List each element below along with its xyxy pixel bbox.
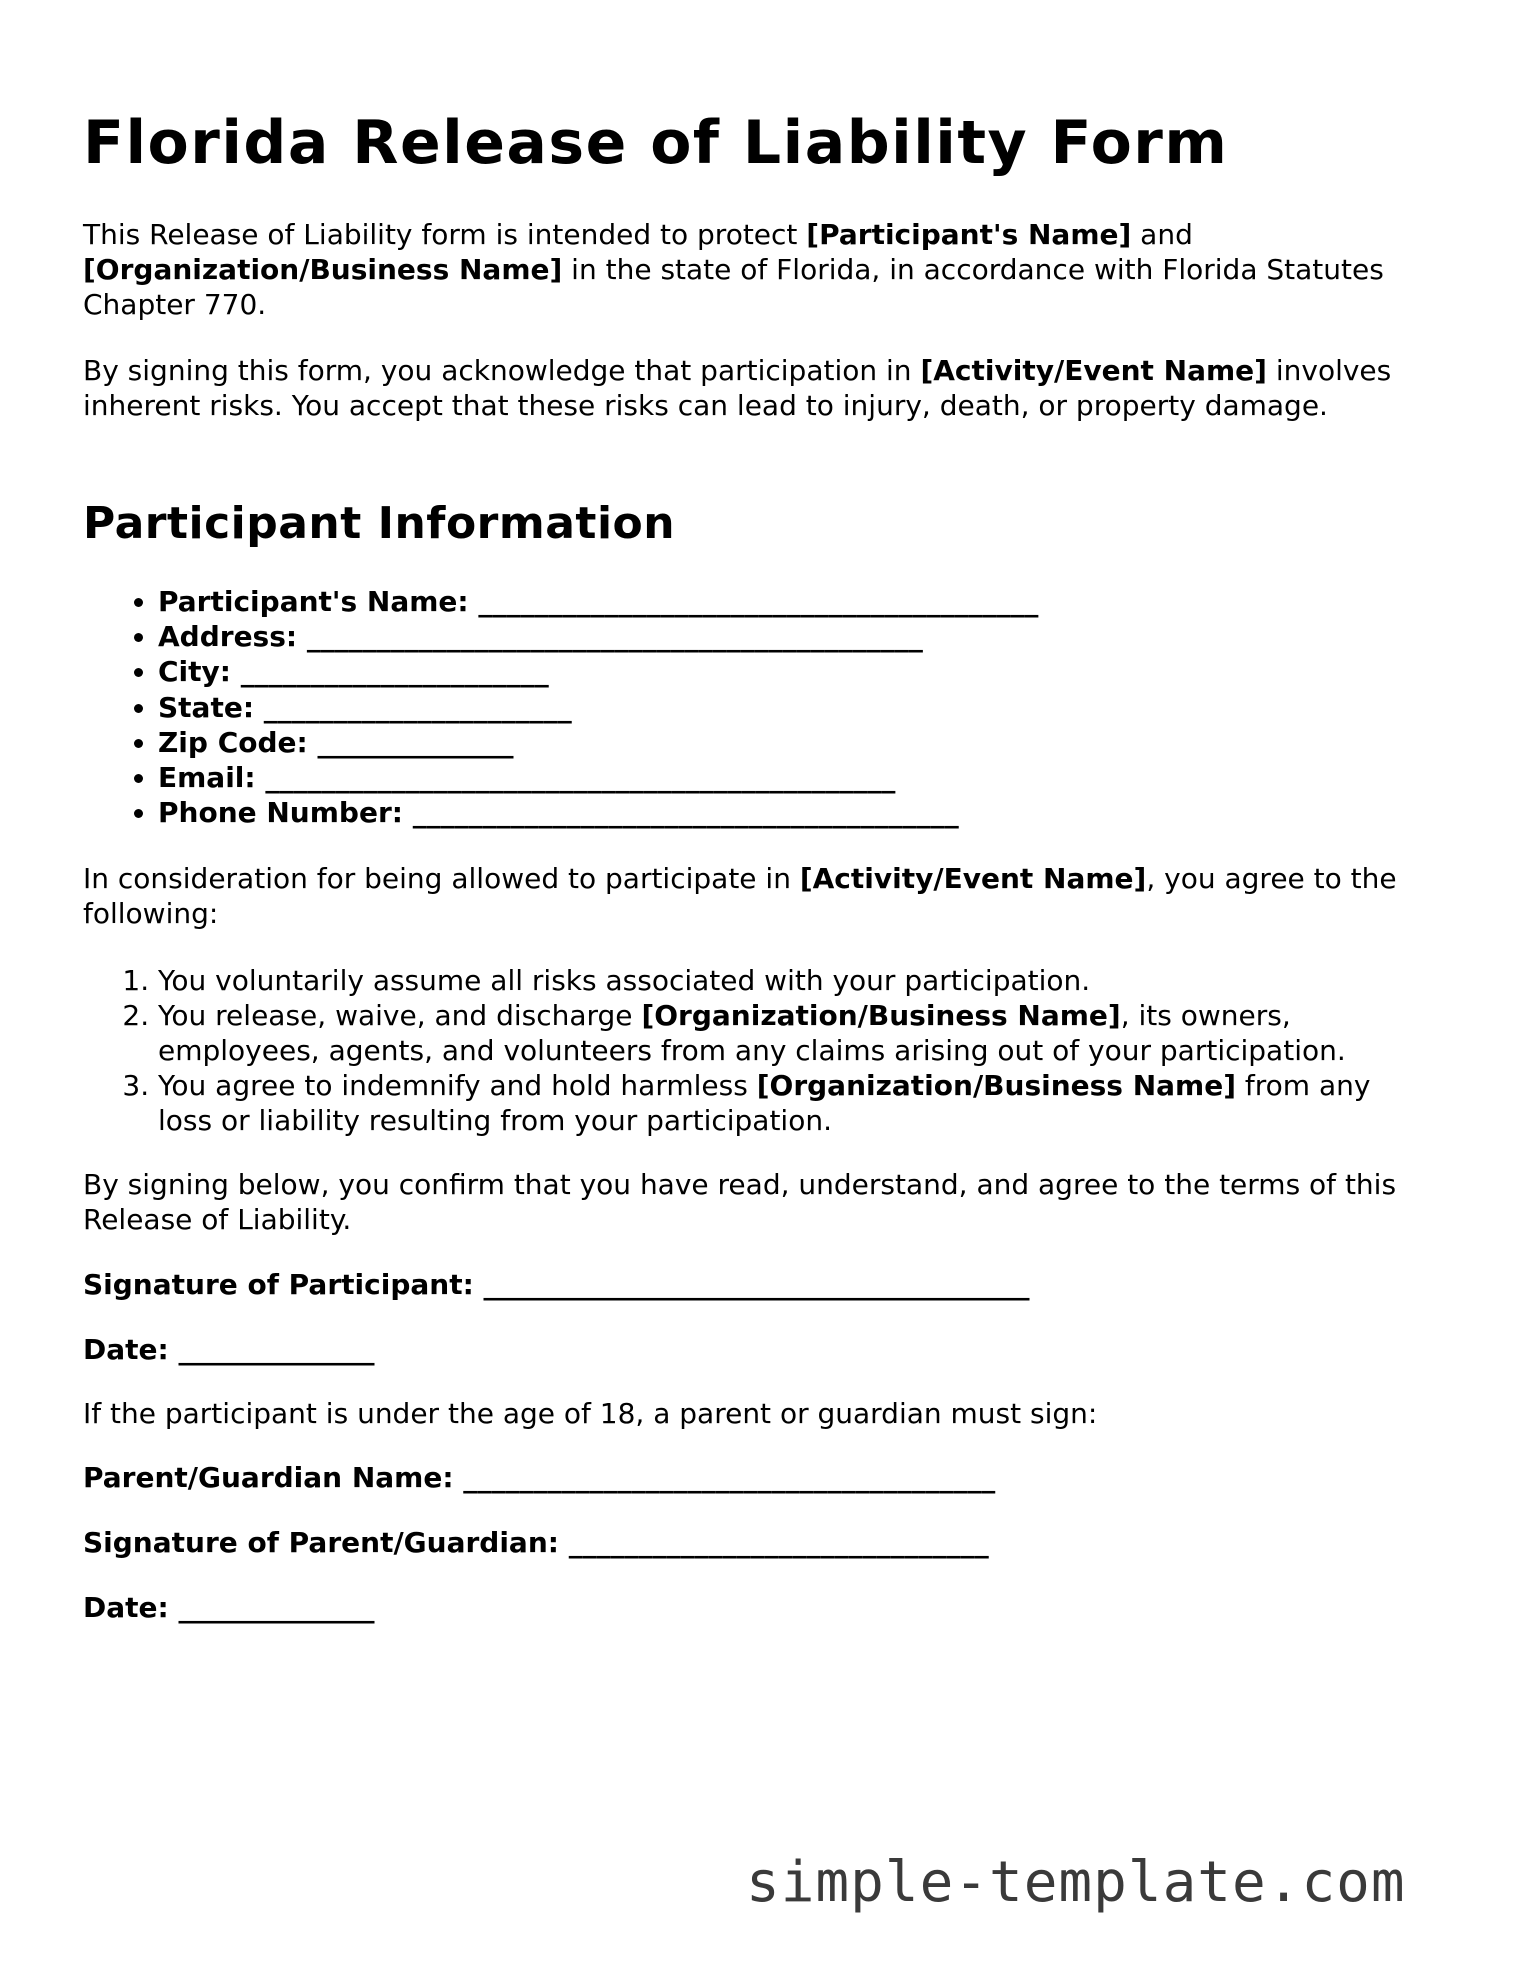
guardian-signature-line[interactable]: Signature of Parent/Guardian: ______________________________ (83, 1526, 989, 1559)
guardian-name-line[interactable]: Parent/Guardian Name: ______________________________________ (83, 1461, 996, 1494)
term-item (158, 998, 1423, 1068)
confirmation-paragraph: By signing below, you confirm that you have read, understand, and agree to the terms of this Release of Liability. (83, 1168, 1397, 1236)
field-address (158, 619, 1038, 654)
intro-text-3: in the state of Florida, in accordance with Florida Statutes Chapter 770. (83, 253, 1384, 321)
consideration-paragraph (83, 861, 1423, 931)
city-blank[interactable]: ______________________ (240, 655, 549, 689)
participant-name-blank[interactable]: ________________________________________ (478, 585, 1039, 618)
consideration-text-2: , you agree to the following: (83, 862, 1397, 930)
guardian-date-line[interactable]: Date: ______________ (83, 1591, 375, 1624)
organization-name-placeholder: [Organization/Business Name] (641, 999, 1121, 1032)
field-city (158, 654, 1038, 689)
zip-code-blank[interactable]: ______________ (317, 725, 514, 759)
activity-name-placeholder: [Activity/Event Name] (920, 354, 1267, 387)
term-text: You agree to indemnify and hold harmless (158, 1069, 757, 1102)
participant-signature-line[interactable]: Signature of Participant: _______________________________________ (83, 1268, 1030, 1301)
intro-paragraph (83, 217, 1423, 322)
phone-number-blank[interactable]: _______________________________________ (412, 796, 959, 830)
organization-name-placeholder: [Organization/Business Name] (756, 1069, 1236, 1102)
intro-text-2: and (1131, 218, 1193, 251)
acknowledgement-paragraph (83, 353, 1423, 423)
participant-info-heading: Participant Information (83, 498, 676, 549)
ack-text-1: By signing this form, you acknowledge that participation in (83, 354, 921, 387)
field-state (158, 690, 1038, 725)
intro-text-1: This Release of Liability form is intended to protect (83, 218, 807, 251)
field-phone-number (158, 795, 1038, 830)
term-text: , its owners, employees, agents, and volunteers from any claims arising out of your participation. (158, 999, 1346, 1067)
field-email (158, 760, 1038, 795)
term-text: You release, waive, and discharge (158, 999, 642, 1032)
address-blank[interactable]: ____________________________________________ (306, 620, 923, 654)
participant-fields-list (83, 584, 1038, 830)
field-zip-code (158, 725, 1038, 760)
terms-list (83, 963, 1423, 1138)
page-title: Florida Release of Liability Form (83, 108, 1229, 178)
field-label: City: (158, 655, 231, 689)
state-blank[interactable]: ______________________ (263, 690, 572, 724)
ack-text-2: involves inherent risks. You accept that these risks can lead to injury, death, or property damage. (83, 354, 1392, 422)
participant-date-line[interactable]: Date: ______________ (83, 1333, 375, 1366)
consideration-text-1: In consideration for being allowed to participate in (83, 862, 800, 895)
term-item (158, 963, 1423, 998)
field-label: Zip Code: (158, 725, 308, 759)
minor-note: If the participant is under the age of 18, a parent or guardian must sign: (83, 1397, 1098, 1430)
term-text: from any loss or liability resulting from your participation. (158, 1069, 1371, 1137)
term-text: You voluntarily assume all risks associated with your participation. (158, 964, 1091, 997)
field-label: State: (158, 690, 255, 724)
activity-name-placeholder: [Activity/Event Name] (799, 862, 1147, 895)
site-watermark: simple-template.com (746, 1850, 1406, 1915)
term-item (158, 1068, 1423, 1138)
participant-name-placeholder: [Participant's Name] (806, 218, 1132, 251)
field-participant-name (158, 584, 1038, 619)
organization-name-placeholder: [Organization/Business Name] (83, 253, 563, 286)
email-blank[interactable]: _____________________________________________ (265, 761, 896, 795)
field-label: Participant's Name: (158, 585, 469, 618)
field-label: Address: (158, 620, 298, 654)
field-label: Email: (158, 761, 256, 795)
field-label: Phone Number: (158, 796, 403, 830)
